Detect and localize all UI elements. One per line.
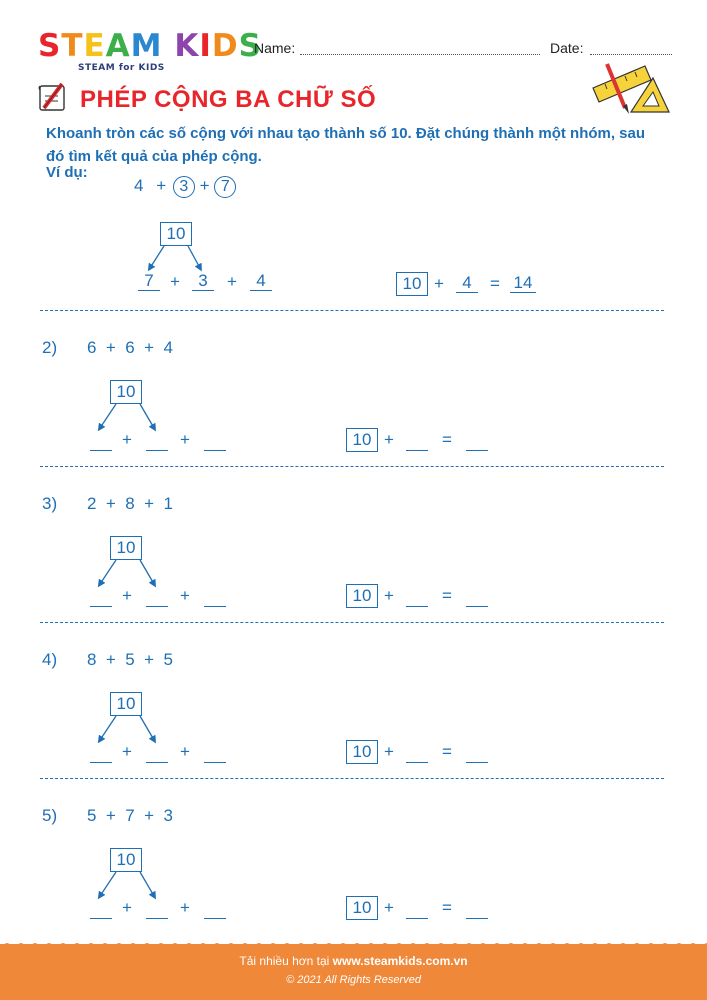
plus-sign: + xyxy=(180,742,190,761)
answer-blank[interactable] xyxy=(146,918,168,919)
problem-number: 5) xyxy=(42,806,58,825)
example-blank-2: 3 xyxy=(192,272,214,291)
answer-blank[interactable] xyxy=(204,918,226,919)
plus-sign: + xyxy=(156,176,167,195)
group-box: 10 xyxy=(110,692,142,716)
plus-sign: + xyxy=(227,272,237,291)
group-box: 10 xyxy=(160,222,192,246)
equals-sign: = xyxy=(442,586,452,605)
example-group-result-box: 10 xyxy=(396,272,428,296)
group-result-box: 10 xyxy=(346,584,378,608)
problem-number: 2) xyxy=(42,338,58,357)
plus-sign: + xyxy=(170,272,180,291)
plus-sign: + xyxy=(180,898,190,917)
plus-sign: + xyxy=(199,176,210,195)
plus-sign: + xyxy=(122,430,132,449)
problem-number: 4) xyxy=(42,650,58,669)
plus-sign: + xyxy=(180,586,190,605)
example-term-a: 4 xyxy=(134,176,144,195)
plus-sign: + xyxy=(180,430,190,449)
footer-download xyxy=(0,954,707,968)
example-result: 14 xyxy=(510,274,536,293)
answer-blank[interactable] xyxy=(90,918,112,919)
example-blank-1: 7 xyxy=(138,272,160,291)
page-title: PHÉP CỘNG BA CHỮ SỐ xyxy=(80,86,377,113)
footer-site-link[interactable]: www.steamkids.com.vn xyxy=(332,954,468,968)
plus-sign: + xyxy=(122,586,132,605)
equals-sign: = xyxy=(442,430,452,449)
plus-sign: + xyxy=(122,898,132,917)
result-blank[interactable] xyxy=(466,918,488,919)
group-result-box: 10 xyxy=(346,740,378,764)
name-label: Name: xyxy=(254,40,296,56)
example-blank-3: 4 xyxy=(250,272,272,291)
plus-sign: + xyxy=(384,742,394,761)
circled-term-c: 7 xyxy=(214,176,236,198)
problem-expression: 5 + 7 + 3 xyxy=(87,806,174,825)
problem-expression: 6 + 6 + 4 xyxy=(87,338,174,357)
equals-sign: = xyxy=(442,898,452,917)
plus-sign: + xyxy=(434,274,444,293)
footer xyxy=(0,944,707,1000)
problem-number: 3) xyxy=(42,494,58,513)
plus-sign: + xyxy=(384,430,394,449)
footer-prefix: Tải nhiều hơn tại xyxy=(239,954,333,968)
group-result-box: 10 xyxy=(346,428,378,452)
instructions: Khoanh tròn các số cộng với nhau tạo thành số 10. Đặt chúng thành một nhóm, sau đó tìm kết quả của phép cộng. xyxy=(46,125,646,165)
circled-term-b: 3 xyxy=(173,176,195,198)
example-label: Ví dụ: xyxy=(46,164,88,181)
plus-sign: + xyxy=(122,742,132,761)
problem-expression: 8 + 5 + 5 xyxy=(87,650,174,669)
equals-sign: = xyxy=(442,742,452,761)
problem-expression: 2 + 8 + 1 xyxy=(87,494,174,513)
answer-blank[interactable] xyxy=(406,918,428,919)
group-box: 10 xyxy=(110,536,142,560)
group-result-box: 10 xyxy=(346,896,378,920)
example-rest: 4 xyxy=(456,274,478,293)
equals-sign: = xyxy=(490,274,500,293)
group-box: 10 xyxy=(110,380,142,404)
steam-kids-logo: STEAM KIDS xyxy=(38,28,262,64)
plus-sign: + xyxy=(384,898,394,917)
footer-copyright: © 2021 All Rights Reserved xyxy=(286,974,421,986)
date-label: Date: xyxy=(550,40,584,56)
logo-subtitle: STEAM for KIDS xyxy=(78,63,165,73)
plus-sign: + xyxy=(384,586,394,605)
group-box: 10 xyxy=(110,848,142,872)
